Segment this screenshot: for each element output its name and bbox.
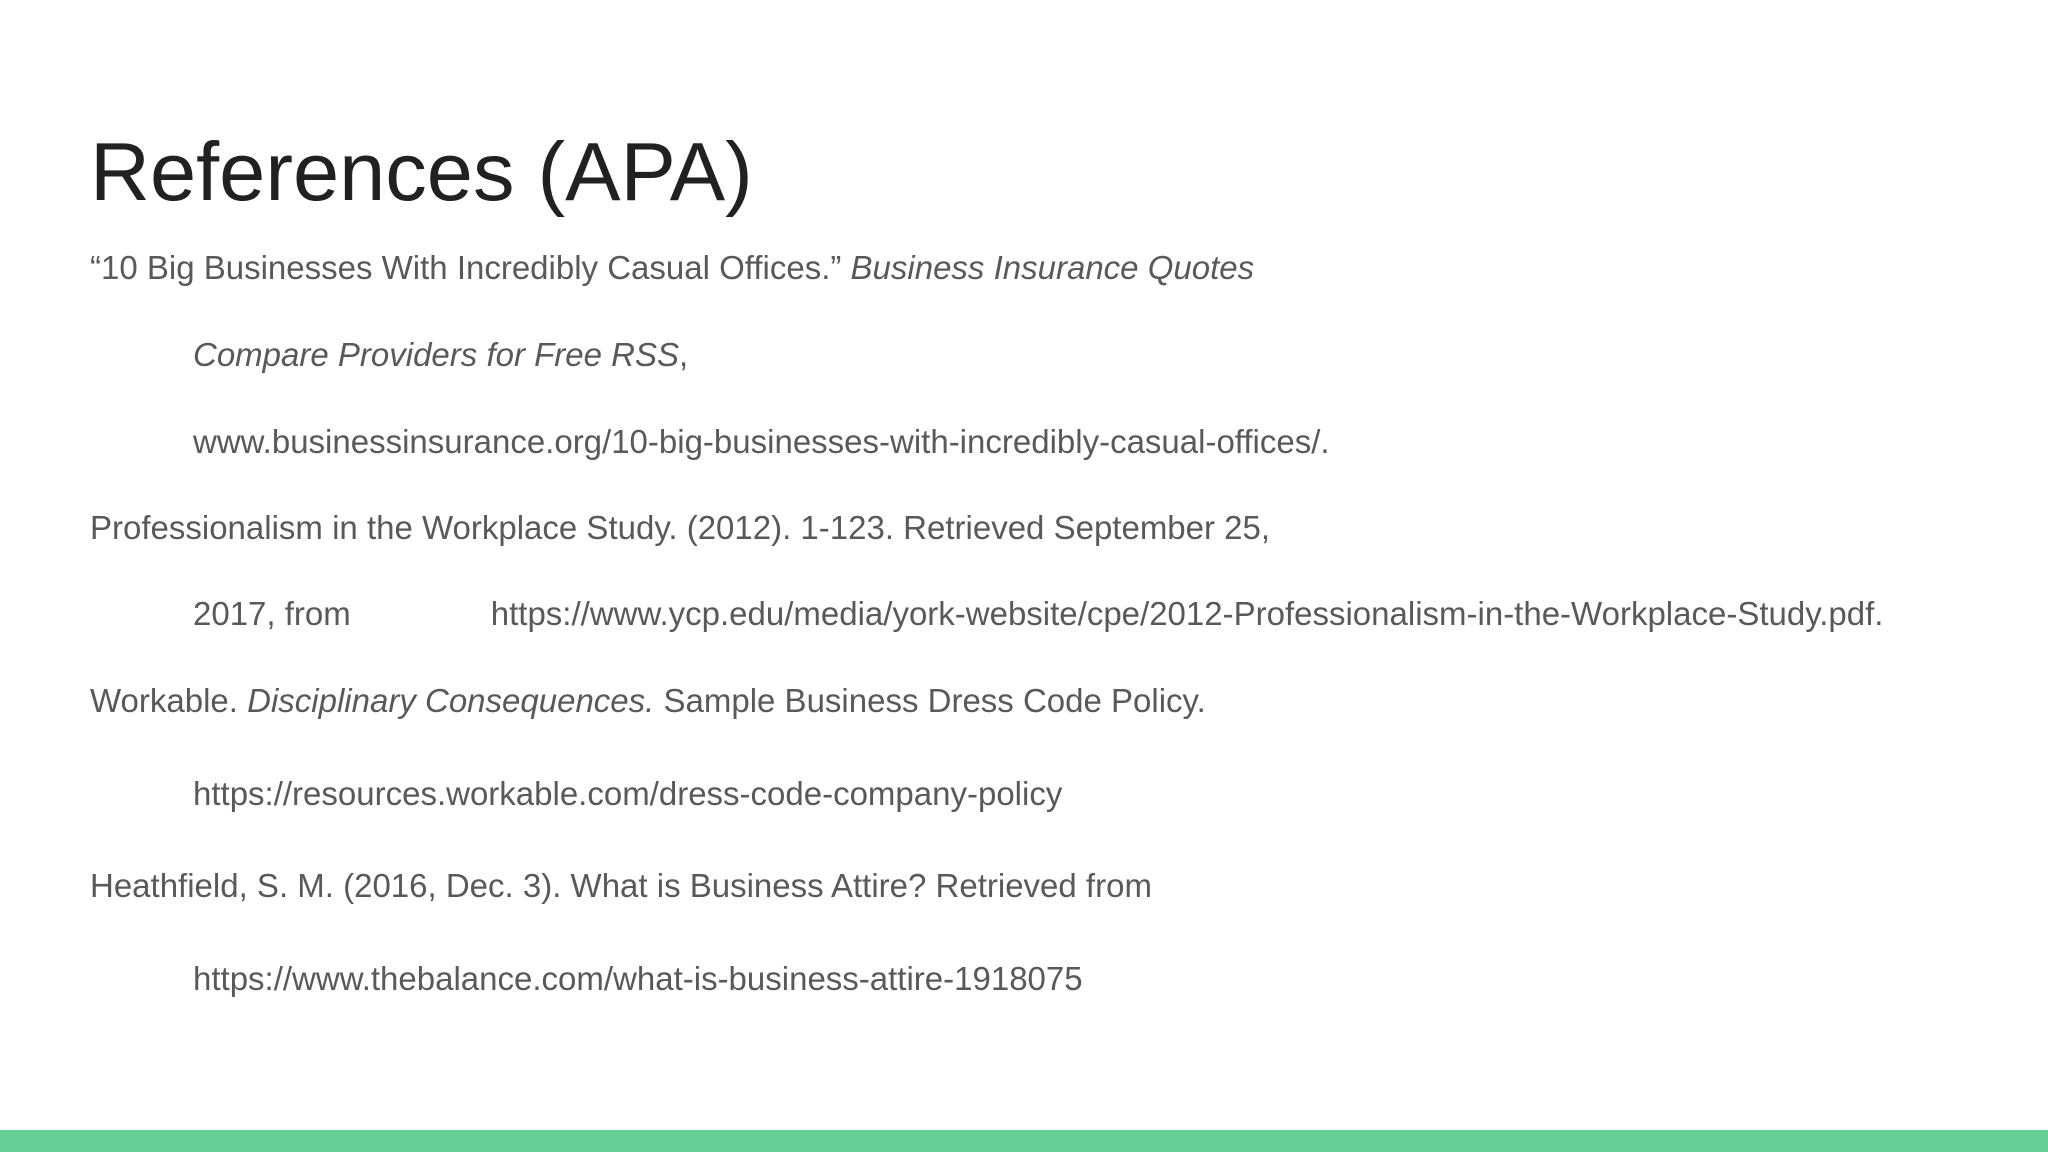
slide-title: References (APA) — [90, 125, 753, 218]
reference-2-url: https://www.ycp.edu/media/york-website/cpe/2012-Professionalism-in-the-Workplace-Study.pdf. — [490, 595, 1884, 632]
accent-bar — [0, 1130, 2048, 1152]
reference-1-line-1 — [90, 248, 1254, 288]
reference-1-line-2 — [193, 335, 688, 375]
reference-1-source-cont: Compare Providers for Free RSS — [193, 336, 679, 373]
reference-2-line-1: Professionalism in the Workplace Study. (2012). 1-123. Retrieved September 25, — [90, 509, 1271, 546]
reference-2-line-2 — [193, 594, 1883, 634]
reference-3-url: https://resources.workable.com/dress-code-company-policy — [193, 775, 1063, 812]
reference-1-title: “10 Big Businesses With Incredibly Casual Offices.” — [90, 249, 851, 286]
reference-4-line-1: Heathfield, S. M. (2016, Dec. 3). What is Business Attire? Retrieved from — [90, 867, 1152, 904]
reference-1-source: Business Insurance Quotes — [850, 249, 1255, 286]
reference-3-description: Sample Business Dress Code Policy. — [654, 682, 1206, 719]
reference-3-line-1 — [90, 681, 1206, 721]
reference-3-author: Workable. — [90, 682, 248, 719]
reference-1-url: www.businessinsurance.org/10-big-businesses-with-incredibly-casual-offices/. — [193, 423, 1330, 460]
reference-3-title: Disciplinary Consequences. — [247, 682, 655, 719]
reference-4-url: https://www.thebalance.com/what-is-business-attire-1918075 — [193, 960, 1083, 997]
reference-2-date: 2017, from — [193, 595, 351, 632]
reference-1-comma: , — [679, 336, 689, 373]
